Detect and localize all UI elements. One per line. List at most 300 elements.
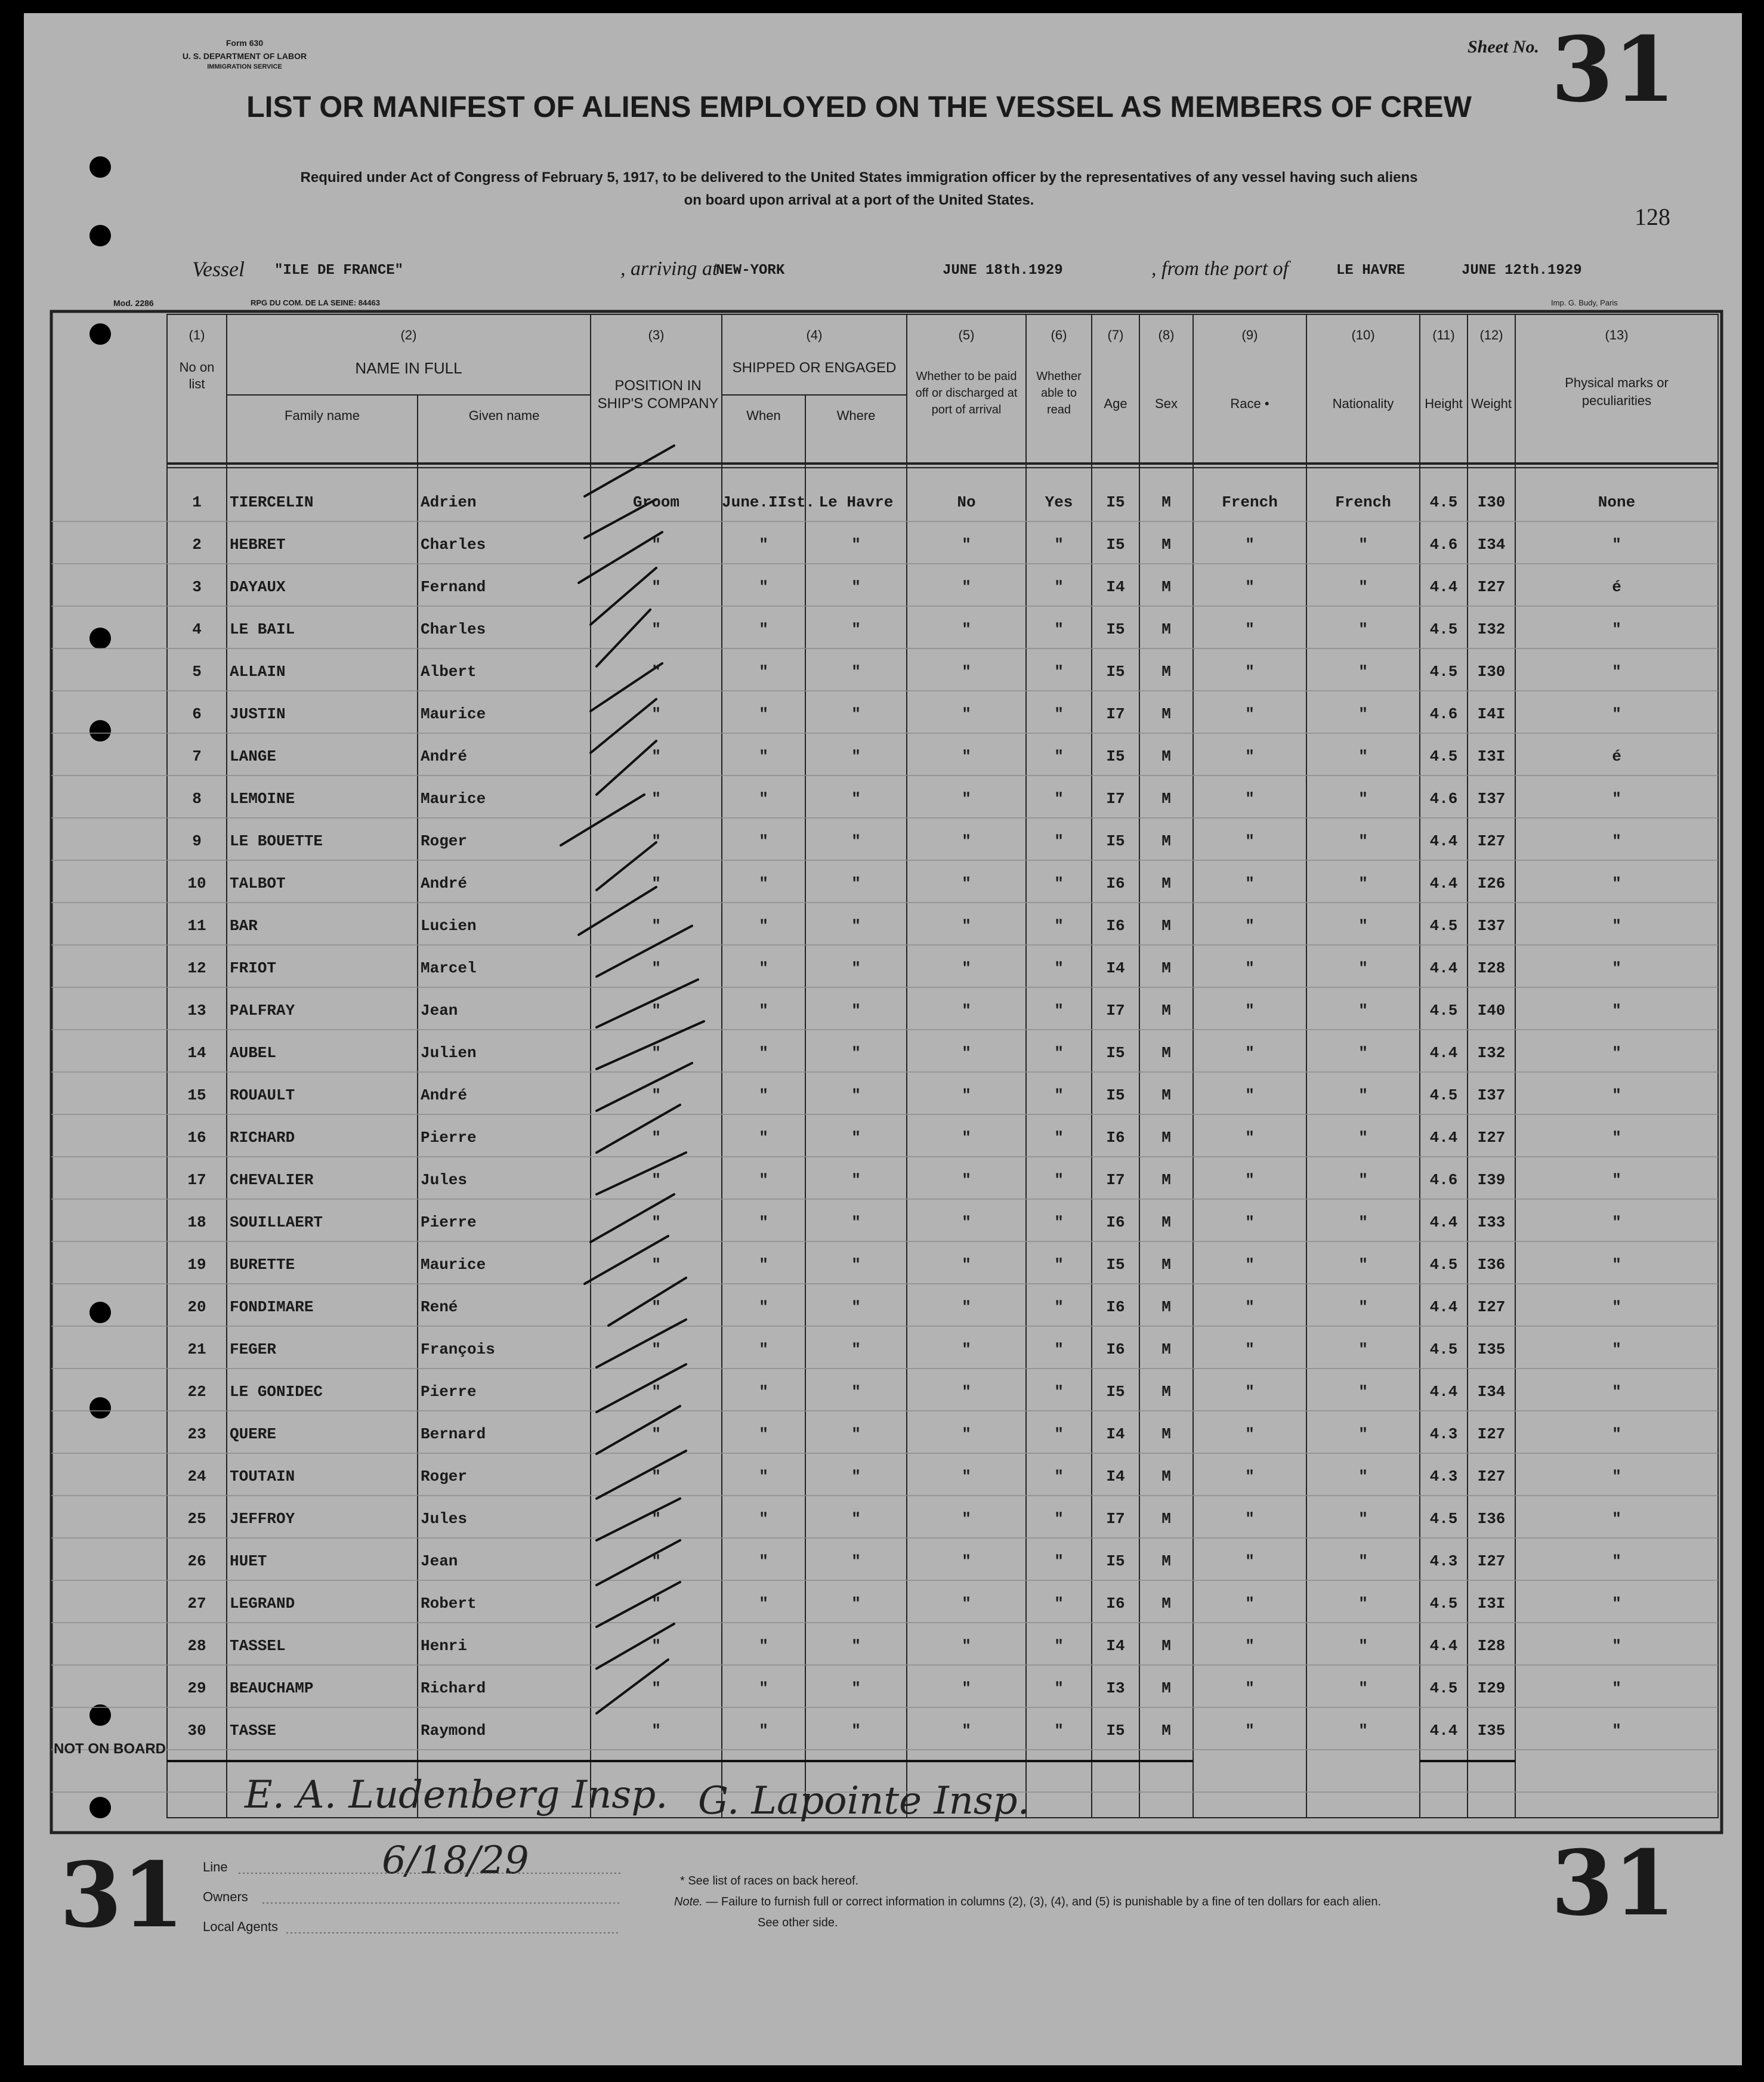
cell-position: " bbox=[651, 1129, 661, 1147]
cell-given: François bbox=[421, 1340, 495, 1358]
col9-number: (9) bbox=[1241, 328, 1258, 342]
cell-position: " bbox=[651, 578, 661, 596]
cell-position: " bbox=[651, 1595, 661, 1613]
cell-given: Pierre bbox=[421, 1213, 477, 1231]
cell-family: RICHARD bbox=[230, 1129, 295, 1147]
col4a-header: When bbox=[746, 408, 781, 423]
cell-weight: I29 bbox=[1477, 1679, 1506, 1697]
cell-family: QUERE bbox=[230, 1425, 277, 1443]
cell-height: 4.4 bbox=[1429, 1383, 1458, 1401]
cell-age: I6 bbox=[1106, 1298, 1125, 1316]
cell-when: " bbox=[759, 1298, 768, 1316]
cell-position: " bbox=[651, 1171, 661, 1189]
cell-sex: M bbox=[1161, 663, 1171, 681]
cell-no: 18 bbox=[187, 1213, 206, 1231]
cell-marks: " bbox=[1612, 1213, 1621, 1231]
cell-nationality: " bbox=[1358, 620, 1368, 638]
cell-when: " bbox=[759, 959, 768, 977]
cell-position: " bbox=[651, 1468, 661, 1485]
cell-marks: " bbox=[1612, 1383, 1621, 1401]
cell-read: " bbox=[1054, 1425, 1064, 1443]
cell-when: " bbox=[759, 1468, 768, 1485]
cell-position: " bbox=[651, 1510, 661, 1528]
cell-paid: " bbox=[962, 1383, 971, 1401]
cell-race: " bbox=[1245, 832, 1255, 850]
cell-when: " bbox=[759, 1510, 768, 1528]
cell-weight: I27 bbox=[1477, 1425, 1506, 1443]
cell-nationality: " bbox=[1358, 1256, 1368, 1274]
cell-marks: " bbox=[1612, 1340, 1621, 1358]
cell-nationality: " bbox=[1358, 790, 1368, 808]
cell-where: " bbox=[851, 1256, 861, 1274]
col2-number: (2) bbox=[400, 328, 417, 342]
other-side-note: See other side. bbox=[758, 1916, 838, 1929]
cell-race: " bbox=[1245, 1256, 1255, 1274]
cell-height: 4.6 bbox=[1429, 790, 1458, 808]
cell-race: " bbox=[1245, 1595, 1255, 1613]
cell-family: CHEVALIER bbox=[230, 1171, 314, 1189]
arriving-port: NEW-YORK bbox=[716, 262, 785, 279]
cell-given: Robert bbox=[421, 1595, 477, 1613]
cell-given: Maurice bbox=[421, 790, 486, 808]
cell-nationality: " bbox=[1358, 959, 1368, 977]
cell-read: " bbox=[1054, 620, 1064, 638]
cell-family: JEFFROY bbox=[230, 1510, 295, 1528]
cell-where: " bbox=[851, 1679, 861, 1697]
cell-marks: " bbox=[1612, 1171, 1621, 1189]
cell-height: 4.5 bbox=[1429, 1340, 1458, 1358]
cell-height: 4.4 bbox=[1429, 959, 1458, 977]
cell-position: " bbox=[651, 1086, 661, 1104]
cell-sex: M bbox=[1161, 747, 1171, 765]
cell-paid: " bbox=[962, 1468, 971, 1485]
cell-where: " bbox=[851, 875, 861, 892]
cell-race: " bbox=[1245, 536, 1255, 554]
cell-age: I4 bbox=[1106, 1468, 1125, 1485]
cell-sex: M bbox=[1161, 1552, 1171, 1570]
cell-where: " bbox=[851, 747, 861, 765]
col11-header: Height bbox=[1425, 396, 1463, 411]
cell-family: TIERCELIN bbox=[230, 493, 314, 511]
cell-weight: I27 bbox=[1477, 1468, 1506, 1485]
cell-nationality: " bbox=[1358, 1637, 1368, 1655]
cell-sex: M bbox=[1161, 1722, 1171, 1740]
cell-when: June.IIst. bbox=[722, 493, 815, 511]
cell-paid: " bbox=[962, 1510, 971, 1528]
cell-read: " bbox=[1054, 1044, 1064, 1062]
cell-sex: M bbox=[1161, 1213, 1171, 1231]
cell-where: " bbox=[851, 959, 861, 977]
cell-read: " bbox=[1054, 705, 1064, 723]
cell-no: 5 bbox=[192, 663, 202, 681]
fine-note bbox=[674, 1895, 1381, 1909]
cell-nationality: " bbox=[1358, 1468, 1368, 1485]
vessel-name: "ILE DE FRANCE" bbox=[274, 262, 404, 279]
note-label: Note. bbox=[674, 1895, 703, 1908]
cell-paid: " bbox=[962, 832, 971, 850]
cell-given: Jean bbox=[421, 1002, 458, 1020]
cell-height: 4.4 bbox=[1429, 875, 1458, 892]
cell-marks: é bbox=[1612, 747, 1621, 765]
cell-when: " bbox=[759, 1044, 768, 1062]
cell-sex: M bbox=[1161, 1298, 1171, 1316]
cell-race: " bbox=[1245, 1044, 1255, 1062]
cell-no: 11 bbox=[187, 917, 206, 935]
col4-header: SHIPPED OR ENGAGED bbox=[732, 360, 897, 376]
cell-marks: " bbox=[1612, 1425, 1621, 1443]
cell-sex: M bbox=[1161, 536, 1171, 554]
col7-number: (7) bbox=[1107, 328, 1124, 342]
cell-when: " bbox=[759, 1002, 768, 1020]
cell-paid: " bbox=[962, 1256, 971, 1274]
cell-when: " bbox=[759, 663, 768, 681]
cell-no: 1 bbox=[192, 493, 202, 511]
from-port: LE HAVRE bbox=[1336, 262, 1405, 279]
cell-height: 4.6 bbox=[1429, 536, 1458, 554]
form-number: Form 630 bbox=[225, 38, 264, 48]
cell-nationality: " bbox=[1358, 1510, 1368, 1528]
cell-race: " bbox=[1245, 1340, 1255, 1358]
cell-height: 4.4 bbox=[1429, 1044, 1458, 1062]
cell-read: " bbox=[1054, 1679, 1064, 1697]
cell-race: " bbox=[1245, 747, 1255, 765]
cell-sex: M bbox=[1161, 1340, 1171, 1358]
cell-family: LE BAIL bbox=[230, 620, 295, 638]
cell-height: 4.3 bbox=[1429, 1552, 1458, 1570]
cell-given: Fernand bbox=[421, 578, 486, 596]
cell-weight: I27 bbox=[1477, 1552, 1506, 1570]
cell-when: " bbox=[759, 875, 768, 892]
cell-paid: No bbox=[957, 493, 976, 511]
cell-family: FEGER bbox=[230, 1340, 277, 1358]
cell-given: Adrien bbox=[421, 493, 477, 511]
cell-when: " bbox=[759, 620, 768, 638]
col13-number: (13) bbox=[1605, 328, 1629, 342]
cell-position: " bbox=[651, 536, 661, 554]
inspector-signature-2: G. Lapointe Insp. bbox=[698, 1779, 1030, 1823]
cell-race: " bbox=[1245, 1468, 1255, 1485]
cell-where: " bbox=[851, 1213, 861, 1231]
cell-where: " bbox=[851, 1383, 861, 1401]
cell-sex: M bbox=[1161, 1171, 1171, 1189]
cell-marks: " bbox=[1612, 832, 1621, 850]
cell-no: 26 bbox=[187, 1552, 206, 1570]
cell-family: BURETTE bbox=[230, 1256, 295, 1274]
cell-age: I6 bbox=[1106, 1340, 1125, 1358]
cell-sex: M bbox=[1161, 875, 1171, 892]
cell-sex: M bbox=[1161, 1002, 1171, 1020]
cell-height: 4.5 bbox=[1429, 747, 1458, 765]
cell-height: 4.4 bbox=[1429, 1129, 1458, 1147]
cell-age: I5 bbox=[1106, 832, 1125, 850]
cell-given: Jules bbox=[421, 1171, 468, 1189]
col5-header: Whether to be paid off or discharged at port of arrival bbox=[915, 370, 1018, 416]
cell-weight: I27 bbox=[1477, 832, 1506, 850]
cell-where: " bbox=[851, 1044, 861, 1062]
cell-given: Marcel bbox=[421, 959, 477, 977]
cell-sex: M bbox=[1161, 832, 1171, 850]
cell-read: " bbox=[1054, 536, 1064, 554]
cell-sex: M bbox=[1161, 1086, 1171, 1104]
cell-read: " bbox=[1054, 1552, 1064, 1570]
cell-marks: " bbox=[1612, 705, 1621, 723]
cell-where: " bbox=[851, 1425, 861, 1443]
cell-when: " bbox=[759, 917, 768, 935]
cell-no: 3 bbox=[192, 578, 202, 596]
cell-where: " bbox=[851, 1002, 861, 1020]
line-label: Line bbox=[203, 1859, 228, 1874]
cell-family: LEMOINE bbox=[230, 790, 295, 808]
cell-paid: " bbox=[962, 578, 971, 596]
cell-weight: I28 bbox=[1477, 1637, 1506, 1655]
cell-where: " bbox=[851, 917, 861, 935]
cell-where: " bbox=[851, 705, 861, 723]
cell-age: I5 bbox=[1106, 1383, 1125, 1401]
cell-height: 4.3 bbox=[1429, 1468, 1458, 1485]
cell-where: " bbox=[851, 536, 861, 554]
sheet-label: Sheet No. bbox=[1468, 37, 1539, 57]
cell-where: " bbox=[851, 1129, 861, 1147]
cell-no: 19 bbox=[187, 1256, 206, 1274]
cell-family: DAYAUX bbox=[230, 578, 286, 596]
cell-height: 4.5 bbox=[1429, 663, 1458, 681]
col12-number: (12) bbox=[1479, 328, 1503, 342]
local-agents-label: Local Agents bbox=[203, 1919, 278, 1934]
cell-when: " bbox=[759, 1086, 768, 1104]
cell-no: 27 bbox=[187, 1595, 206, 1613]
cell-no: 7 bbox=[192, 747, 202, 765]
cell-paid: " bbox=[962, 1298, 971, 1316]
cell-race: " bbox=[1245, 917, 1255, 935]
cell-family: TASSEL bbox=[230, 1637, 286, 1655]
subtitle-line-1: Required under Act of Congress of February 5, 1917, to be delivered to the United States immigration officer by the representatives of any vessel having such aliens bbox=[300, 169, 1418, 186]
cell-when: " bbox=[759, 1679, 768, 1697]
cell-when: " bbox=[759, 1637, 768, 1655]
cell-race: " bbox=[1245, 1425, 1255, 1443]
cell-read: " bbox=[1054, 1129, 1064, 1147]
cell-height: 4.5 bbox=[1429, 1086, 1458, 1104]
cell-given: Bernard bbox=[421, 1425, 486, 1443]
cell-weight: I36 bbox=[1477, 1256, 1506, 1274]
arrival-date: JUNE 18th.1929 bbox=[943, 262, 1063, 279]
cell-family: LANGE bbox=[230, 747, 277, 765]
col13-header: Physical marks or peculiarities bbox=[1565, 375, 1669, 408]
cell-when: " bbox=[759, 1722, 768, 1740]
cell-read: " bbox=[1054, 1383, 1064, 1401]
cell-sex: M bbox=[1161, 959, 1171, 977]
cell-paid: " bbox=[962, 917, 971, 935]
cell-sex: M bbox=[1161, 1510, 1171, 1528]
cell-nationality: " bbox=[1358, 1044, 1368, 1062]
cell-weight: I3I bbox=[1477, 747, 1506, 765]
cell-read: " bbox=[1054, 747, 1064, 765]
col11-number: (11) bbox=[1432, 328, 1455, 342]
cell-paid: " bbox=[962, 875, 971, 892]
cell-position: " bbox=[651, 959, 661, 977]
cell-height: 4.5 bbox=[1429, 1595, 1458, 1613]
cell-marks: " bbox=[1612, 1256, 1621, 1274]
cell-family: BAR bbox=[230, 917, 258, 935]
department: U. S. DEPARTMENT OF LABOR bbox=[182, 51, 307, 61]
cell-race: " bbox=[1245, 1722, 1255, 1740]
cell-marks: None bbox=[1598, 493, 1636, 511]
cell-where: " bbox=[851, 1552, 861, 1570]
cell-marks: " bbox=[1612, 917, 1621, 935]
cell-race: " bbox=[1245, 1552, 1255, 1570]
cell-no: 14 bbox=[187, 1044, 206, 1062]
cell-age: I7 bbox=[1106, 1171, 1125, 1189]
cell-given: Albert bbox=[421, 663, 477, 681]
cell-age: I3 bbox=[1106, 1679, 1125, 1697]
cell-position: " bbox=[651, 917, 661, 935]
form-title: LIST OR MANIFEST OF ALIENS EMPLOYED ON THE VESSEL AS MEMBERS OF CREW bbox=[246, 90, 1472, 123]
cell-family: ROUAULT bbox=[230, 1086, 295, 1104]
cell-no: 10 bbox=[187, 875, 206, 892]
cell-sex: M bbox=[1161, 1637, 1171, 1655]
cell-race: " bbox=[1245, 578, 1255, 596]
cell-no: 9 bbox=[192, 832, 202, 850]
cell-when: " bbox=[759, 1340, 768, 1358]
cell-no: 23 bbox=[187, 1425, 206, 1443]
cell-read: " bbox=[1054, 1637, 1064, 1655]
cell-race: " bbox=[1245, 875, 1255, 892]
cell-age: I6 bbox=[1106, 875, 1125, 892]
cell-height: 4.5 bbox=[1429, 1002, 1458, 1020]
col1-number: (1) bbox=[189, 328, 205, 342]
cell-position: " bbox=[651, 1213, 661, 1231]
col6-header: Whether able to read bbox=[1036, 370, 1082, 416]
cell-where: " bbox=[851, 578, 861, 596]
cell-family: FRIOT bbox=[230, 959, 277, 977]
cell-family: HEBRET bbox=[230, 536, 286, 554]
manifest-sheet bbox=[24, 13, 1742, 2065]
cell-nationality: " bbox=[1358, 875, 1368, 892]
cell-family: TALBOT bbox=[230, 875, 286, 892]
cell-age: I5 bbox=[1106, 1086, 1125, 1104]
col2a-header: Family name bbox=[285, 408, 360, 423]
cell-height: 4.4 bbox=[1429, 832, 1458, 850]
cell-read: " bbox=[1054, 917, 1064, 935]
cell-position: " bbox=[651, 1256, 661, 1274]
cell-position: " bbox=[651, 1044, 661, 1062]
cell-age: I5 bbox=[1106, 1256, 1125, 1274]
cell-weight: I34 bbox=[1477, 1383, 1506, 1401]
from-label: , from the port of bbox=[1151, 258, 1289, 280]
col10-number: (10) bbox=[1351, 328, 1375, 342]
cell-family: LEGRAND bbox=[230, 1595, 295, 1613]
cell-weight: I27 bbox=[1477, 578, 1506, 596]
cell-given: Charles bbox=[421, 620, 486, 638]
cell-where: " bbox=[851, 1298, 861, 1316]
cell-marks: " bbox=[1612, 536, 1621, 554]
cell-no: 17 bbox=[187, 1171, 206, 1189]
cell-position: Groom bbox=[632, 493, 679, 511]
cell-read: " bbox=[1054, 1002, 1064, 1020]
cell-paid: " bbox=[962, 747, 971, 765]
cell-family: TOUTAIN bbox=[230, 1468, 295, 1485]
cell-position: " bbox=[651, 1679, 661, 1697]
col3-header: POSITION IN SHIP'S COMPANY bbox=[597, 378, 719, 412]
cell-family: ALLAIN bbox=[230, 663, 286, 681]
not-on-board-label: NOT ON BOARD bbox=[54, 1741, 166, 1757]
cell-race: " bbox=[1245, 1002, 1255, 1020]
cell-weight: I27 bbox=[1477, 1129, 1506, 1147]
cell-marks: " bbox=[1612, 1468, 1621, 1485]
cell-weight: I36 bbox=[1477, 1510, 1506, 1528]
cell-marks: " bbox=[1612, 620, 1621, 638]
cell-age: I6 bbox=[1106, 917, 1125, 935]
cell-weight: I3I bbox=[1477, 1595, 1506, 1613]
cell-family: BEAUCHAMP bbox=[230, 1679, 314, 1697]
cell-weight: I32 bbox=[1477, 1044, 1506, 1062]
cell-weight: I37 bbox=[1477, 917, 1506, 935]
cell-read: " bbox=[1054, 875, 1064, 892]
cell-paid: " bbox=[962, 663, 971, 681]
cell-family: FONDIMARE bbox=[230, 1298, 314, 1316]
cell-paid: " bbox=[962, 1340, 971, 1358]
col4-number: (4) bbox=[806, 328, 823, 342]
cell-read: " bbox=[1054, 1340, 1064, 1358]
cell-height: 4.5 bbox=[1429, 620, 1458, 638]
cell-weight: I40 bbox=[1477, 1002, 1506, 1020]
col1-header: No on list bbox=[179, 360, 215, 391]
cell-no: 8 bbox=[192, 790, 202, 808]
cell-when: " bbox=[759, 1383, 768, 1401]
cell-nationality: " bbox=[1358, 663, 1368, 681]
cell-where: " bbox=[851, 1637, 861, 1655]
cell-age: I5 bbox=[1106, 1722, 1125, 1740]
cell-paid: " bbox=[962, 1637, 971, 1655]
cell-family: TASSE bbox=[230, 1722, 277, 1740]
cell-read: " bbox=[1054, 1171, 1064, 1189]
cell-paid: " bbox=[962, 1171, 971, 1189]
cell-marks: " bbox=[1612, 1722, 1621, 1740]
cell-when: " bbox=[759, 705, 768, 723]
cell-nationality: " bbox=[1358, 1340, 1368, 1358]
cell-read: " bbox=[1054, 959, 1064, 977]
cell-family: HUET bbox=[230, 1552, 267, 1570]
cell-given: Henri bbox=[421, 1637, 468, 1655]
cell-when: " bbox=[759, 536, 768, 554]
cell-family: LE BOUETTE bbox=[230, 832, 323, 850]
cell-no: 24 bbox=[187, 1468, 206, 1485]
cell-where: " bbox=[851, 1171, 861, 1189]
departure-date: JUNE 12th.1929 bbox=[1462, 262, 1582, 279]
col6-number: (6) bbox=[1051, 328, 1067, 342]
cell-paid: " bbox=[962, 1129, 971, 1147]
cell-race: " bbox=[1245, 1637, 1255, 1655]
cell-race: French bbox=[1222, 493, 1278, 511]
cell-sex: M bbox=[1161, 578, 1171, 596]
cell-read: " bbox=[1054, 790, 1064, 808]
cell-when: " bbox=[759, 1425, 768, 1443]
cell-given: André bbox=[421, 747, 468, 765]
cell-when: " bbox=[759, 832, 768, 850]
cell-where: " bbox=[851, 790, 861, 808]
arriving-label: , arriving at bbox=[620, 258, 718, 280]
cell-nationality: French bbox=[1335, 493, 1391, 511]
cell-sex: M bbox=[1161, 917, 1171, 935]
col8-header: Sex bbox=[1155, 396, 1178, 411]
cell-family: AUBEL bbox=[230, 1044, 277, 1062]
cell-when: " bbox=[759, 1213, 768, 1231]
cell-paid: " bbox=[962, 1425, 971, 1443]
cell-marks: " bbox=[1612, 663, 1621, 681]
cell-given: Jean bbox=[421, 1552, 458, 1570]
cell-position: " bbox=[651, 1425, 661, 1443]
cell-paid: " bbox=[962, 1595, 971, 1613]
cell-no: 20 bbox=[187, 1298, 206, 1316]
